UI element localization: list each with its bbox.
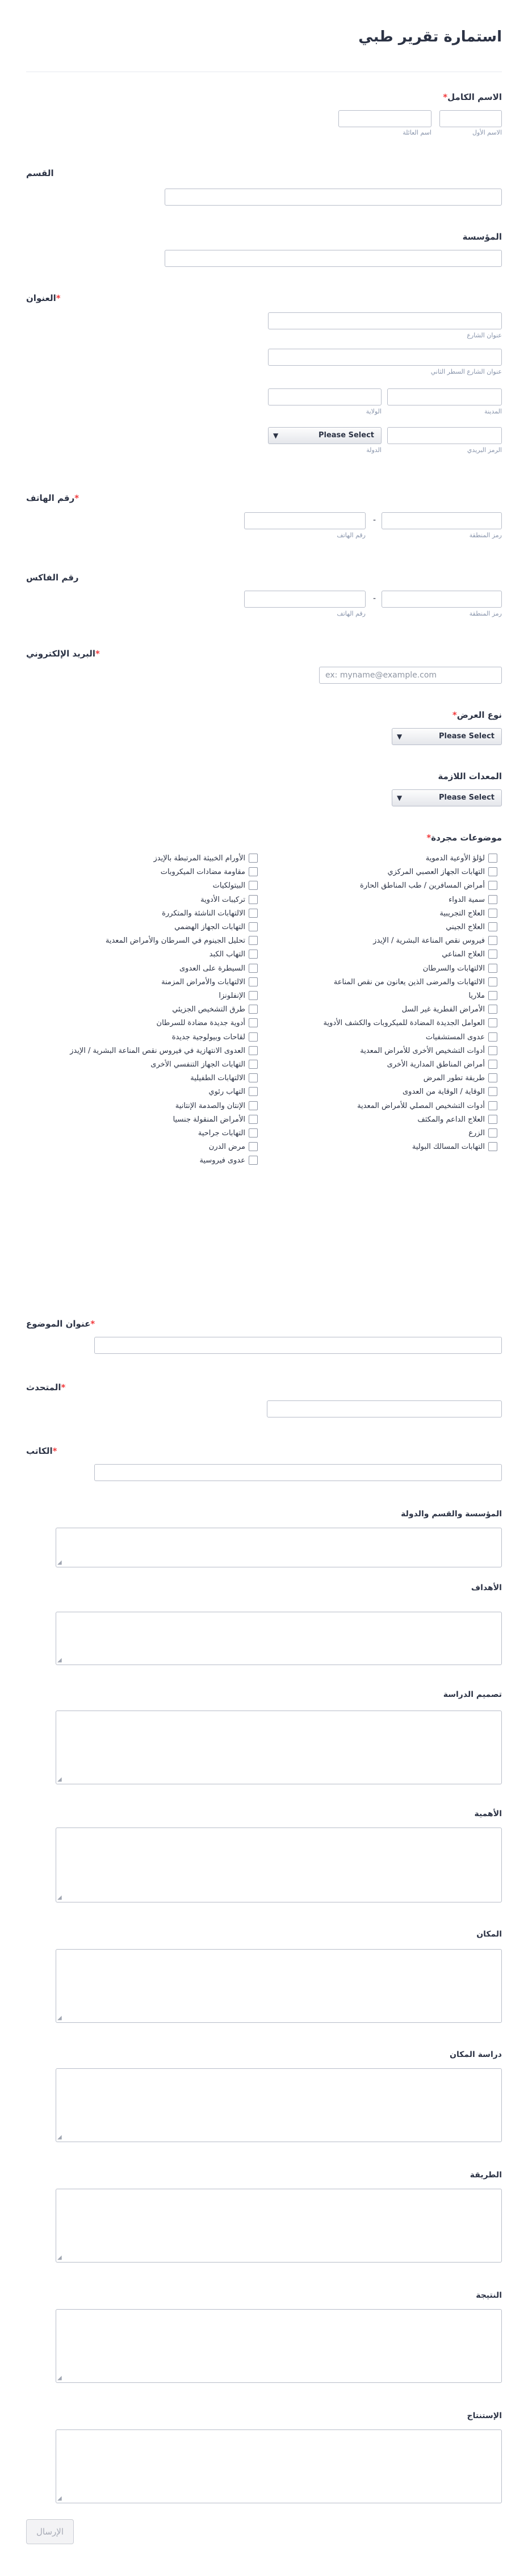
resize-grip-icon[interactable]: ◢ — [57, 2375, 62, 2381]
resize-grip-icon[interactable]: ◢ — [57, 2495, 62, 2502]
checkbox[interactable] — [249, 1060, 258, 1069]
state-input[interactable] — [268, 388, 382, 405]
checkbox[interactable] — [249, 977, 258, 986]
street-address-line2-sublabel: عنوان الشارع السطر الثاني — [430, 368, 502, 375]
email-input[interactable]: ex: myname@example.com — [319, 667, 502, 684]
checkbox[interactable] — [249, 991, 258, 1000]
phone-area-code-sublabel: رمز المنطقة — [469, 532, 502, 539]
street-address-line2-input[interactable] — [268, 349, 502, 366]
importance-textarea[interactable] — [56, 1828, 502, 1902]
checkbox-label: فيروس نقص المناعة البشرية / الإيدز — [373, 936, 485, 945]
topic-right-checkbox-item[interactable] — [403, 1085, 497, 1098]
checkbox-label: أمراض المسافرين / طب المناطق الحارة — [360, 881, 485, 890]
checkbox-label: التهاب رئوي — [208, 1087, 245, 1096]
submit-button[interactable]: الإرسال — [26, 2519, 74, 2544]
chevron-down-icon: ▼ — [397, 733, 403, 741]
topic-left-checkbox-item[interactable] — [200, 893, 258, 906]
resize-grip-icon[interactable]: ◢ — [57, 1776, 62, 1783]
textarea-label-3: الأهمية — [474, 1809, 502, 1818]
checkbox-label: لؤلؤ الأوعية الدموية — [425, 854, 485, 863]
equipment-select[interactable]: ▼ Please Select — [392, 789, 502, 806]
method-textarea[interactable] — [56, 2189, 502, 2263]
chevron-down-icon: ▼ — [273, 432, 279, 440]
topic-right-checkbox-item[interactable] — [423, 962, 497, 975]
checkbox-label: مقاومة مضادات الميكروبات — [160, 867, 245, 876]
topic-left-checkbox-item[interactable] — [209, 948, 258, 960]
topic-left-checkbox-item[interactable] — [70, 1044, 258, 1057]
checkbox-label: السيطرة على العدوى — [179, 964, 245, 973]
topic-left-checkbox-item[interactable] — [190, 1072, 258, 1084]
fax-area-code-input[interactable] — [382, 591, 502, 608]
checkbox-label: الأمراض الفطرية غير السل — [401, 1005, 485, 1014]
state-sublabel: الولاية — [366, 408, 382, 415]
checkbox[interactable] — [488, 1032, 497, 1042]
checkbox[interactable] — [488, 922, 497, 931]
topic-right-checkbox-item[interactable] — [424, 1072, 497, 1084]
topic-right-checkbox-item[interactable] — [402, 1003, 497, 1015]
topic-left-checkbox-item[interactable] — [213, 879, 258, 892]
checkbox-label: العلاج المناعي — [442, 950, 485, 959]
topic-right-checkbox-item[interactable] — [417, 1113, 497, 1126]
checkbox-label: أمراض المناطق المدارية الأخرى — [387, 1060, 485, 1069]
street-address-input[interactable] — [268, 312, 502, 329]
checkbox-label: التهابات الجهاز العصبي المركزي — [387, 867, 485, 876]
checkbox-label: التهابات جراحية — [198, 1128, 245, 1138]
checkbox-label: التهابات المسالك البولية — [412, 1142, 485, 1151]
checkbox[interactable] — [249, 1101, 258, 1110]
postal-code-sublabel: الرمز البريدي — [467, 446, 502, 454]
full-name-label: الاسم الكامل* — [443, 92, 502, 102]
checkbox[interactable] — [488, 1060, 497, 1069]
checkbox-label: العلاج التجريبية — [439, 909, 485, 918]
topic-right-checkbox-item[interactable] — [357, 1099, 497, 1112]
topic-right-checkbox-item[interactable] — [439, 907, 497, 919]
topic-right-checkbox-item[interactable] — [360, 879, 497, 892]
street-address-sublabel: عنوان الشارع — [467, 332, 502, 339]
city-sublabel: المدينة — [484, 408, 502, 415]
checkbox[interactable] — [249, 936, 258, 945]
checkbox-label: أدوية جديدة مضادة للسرطان — [156, 1018, 245, 1027]
topic-left-checkbox-item[interactable] — [161, 865, 258, 878]
topic-right-checkbox-item[interactable] — [442, 948, 497, 960]
checkbox-label: طرق التشخيص الجزيئي — [172, 1005, 245, 1014]
phone-label: *رقم الهاتف — [26, 493, 79, 503]
checkbox[interactable] — [488, 991, 497, 1000]
checkbox-label: التهابات الجهاز التنفسي الأخرى — [150, 1060, 245, 1069]
topic-left-checkbox-item[interactable] — [172, 1031, 258, 1043]
resize-grip-icon[interactable]: ◢ — [57, 2134, 62, 2140]
topic-left-checkbox-item[interactable] — [175, 1099, 258, 1112]
topic-right-checkbox-item[interactable] — [387, 865, 497, 878]
topic-right-checkbox-item[interactable] — [373, 934, 497, 947]
checkbox[interactable] — [249, 909, 258, 918]
phone-number-input[interactable] — [244, 512, 366, 529]
first-name-sublabel: الاسم الأول — [472, 129, 502, 136]
topic-left-checkbox-item[interactable] — [198, 1127, 258, 1139]
chevron-down-icon: ▼ — [397, 794, 403, 802]
checkbox[interactable] — [488, 1115, 497, 1124]
checkbox[interactable] — [249, 895, 258, 904]
topic-right-checkbox-item[interactable] — [360, 1044, 497, 1057]
checkbox[interactable] — [249, 1005, 258, 1014]
phone-area-code-input[interactable] — [382, 512, 502, 529]
checkbox-label: التهابات الجهاز الهضمي — [174, 922, 245, 931]
topic-left-checkbox-item[interactable] — [209, 1140, 258, 1153]
checkbox-label: الزرع — [468, 1128, 485, 1138]
checkbox-label: لقاحات وبيولوجية جديدة — [171, 1032, 245, 1042]
country-select[interactable]: ▼ Please Select — [268, 427, 382, 444]
topic-right-checkbox-item[interactable] — [334, 976, 497, 988]
checkbox[interactable] — [249, 964, 258, 973]
institution-input[interactable] — [165, 250, 502, 267]
country-sublabel: الدولة — [366, 446, 382, 454]
last-name-sublabel: اسم العائلة — [403, 129, 431, 136]
topic-left-checkbox-item[interactable] — [208, 1085, 258, 1098]
topic-right-checkbox-item[interactable] — [468, 989, 497, 1002]
institution-department-country-textarea[interactable] — [56, 1528, 502, 1567]
textarea-label-6: الطريقة — [470, 2171, 502, 2180]
author-label: *الكاتب — [26, 1446, 57, 1456]
textarea-label-0: المؤسسة والقسم والدولة — [401, 1509, 502, 1519]
presentation-type-select[interactable]: ▼ Please Select — [392, 728, 502, 745]
resize-grip-icon[interactable]: ◢ — [57, 1657, 62, 1663]
checkbox-label: العوامل الجديدة المضادة للميكروبات والكشف الأدوية — [323, 1018, 485, 1027]
topic-right-checkbox-item[interactable] — [426, 852, 497, 864]
city-input[interactable] — [387, 388, 502, 405]
checkbox[interactable] — [249, 881, 258, 890]
topic-left-checkbox-item[interactable] — [150, 1058, 258, 1070]
postal-code-input[interactable] — [387, 427, 502, 444]
checkbox-label: الأمراض المنقولة جنسيا — [173, 1115, 245, 1124]
resize-grip-icon[interactable]: ◢ — [57, 1559, 62, 1566]
checkbox-label: البيتولكيات — [212, 881, 245, 890]
setting-textarea[interactable] — [56, 1949, 502, 2023]
presentation-type-label: نوع العرض* — [452, 710, 502, 720]
checkbox[interactable] — [488, 895, 497, 904]
checkbox-label: العلاج الجيني — [446, 922, 485, 931]
fax-number-sublabel: رقم الهاتف — [337, 610, 366, 617]
topic-right-checkbox-item[interactable] — [426, 1031, 497, 1043]
checkbox[interactable] — [488, 1005, 497, 1014]
topic-left-checkbox-item[interactable] — [199, 1154, 258, 1166]
resize-grip-icon[interactable]: ◢ — [57, 2255, 62, 2261]
checkbox-label: الالتهابات والمرضى الذين يعانون من نقص المناعة — [333, 977, 485, 986]
checkbox-label: الالتهابات الناشئة والمتكررة — [162, 909, 245, 918]
topic-right-checkbox-item[interactable] — [446, 921, 497, 933]
checkbox-label: التهاب الكبد — [209, 950, 245, 959]
checkbox[interactable] — [488, 1101, 497, 1110]
checkbox-label: العدوى الانتهازية في فيروس نقص المناعة البشرية / الإيدز — [70, 1046, 245, 1055]
topic-right-checkbox-item[interactable] — [387, 1058, 497, 1070]
textarea-label-2: تصميم الدراسة — [443, 1690, 502, 1699]
checkbox-label: الالتهابات والأمراض المزمنة — [161, 977, 245, 986]
page-title: استمارة تقرير طبي — [358, 28, 502, 45]
abstract-title-label: *عنوان الموضوع — [26, 1319, 95, 1329]
checkbox[interactable] — [488, 1046, 497, 1055]
textarea-label-1: الأهداف — [471, 1583, 502, 1592]
checkbox[interactable] — [488, 1018, 497, 1027]
checkbox-label: مرض الدرن — [208, 1142, 245, 1151]
conclusion-textarea[interactable] — [56, 2429, 502, 2503]
checkbox[interactable] — [488, 867, 497, 876]
checkbox-label: أدوات التشخيص الأخرى للأمراض المعدية — [360, 1046, 485, 1055]
topic-left-checkbox-item[interactable] — [157, 1017, 258, 1029]
topic-left-checkbox-item[interactable] — [179, 962, 258, 975]
checkbox-label: الإنفلونزا — [219, 991, 245, 1000]
checkbox[interactable] — [249, 1018, 258, 1027]
fax-area-code-sublabel: رمز المنطقة — [469, 610, 502, 617]
checkbox[interactable] — [488, 854, 497, 863]
result-textarea[interactable] — [56, 2309, 502, 2383]
topic-left-checkbox-item[interactable] — [162, 907, 258, 919]
checkbox[interactable] — [249, 1046, 258, 1055]
checkbox-label: طريقة تطور المرض — [423, 1073, 485, 1082]
checkbox[interactable] — [488, 1142, 497, 1151]
phone-dash: - — [372, 516, 376, 525]
setting-study-textarea[interactable] — [56, 2068, 502, 2142]
checkbox-label: الالتهابات الطفيلية — [190, 1073, 245, 1082]
study-design-textarea[interactable] — [56, 1711, 502, 1784]
department-label: القسم — [26, 168, 54, 178]
checkbox[interactable] — [488, 1073, 497, 1082]
checkbox[interactable] — [249, 867, 258, 876]
resize-grip-icon[interactable]: ◢ — [57, 1895, 62, 1901]
topic-left-checkbox-item[interactable] — [161, 976, 258, 988]
checkbox[interactable] — [249, 1073, 258, 1082]
checkbox[interactable] — [249, 1087, 258, 1096]
topic-right-checkbox-item[interactable] — [468, 1127, 497, 1139]
fax-label: رقم الفاكس — [26, 572, 79, 583]
topic-left-checkbox-item[interactable] — [173, 1113, 258, 1126]
topic-left-checkbox-item[interactable] — [174, 921, 258, 933]
first-name-input[interactable] — [439, 110, 502, 127]
objectives-textarea[interactable] — [56, 1612, 502, 1665]
checkbox[interactable] — [249, 1142, 258, 1151]
checkbox[interactable] — [488, 964, 497, 973]
department-input[interactable] — [165, 189, 502, 206]
textarea-label-7: النتيجة — [476, 2291, 502, 2300]
checkbox-label: تركيبات الأدوية — [200, 895, 245, 904]
fax-dash: - — [372, 594, 376, 603]
checkbox[interactable] — [488, 1087, 497, 1096]
checkbox[interactable] — [249, 1032, 258, 1042]
checkbox-label: أدوات التشخيص المصلي للأمراض المعدية — [357, 1101, 485, 1110]
checkbox[interactable] — [249, 854, 258, 863]
author-input[interactable] — [94, 1464, 502, 1481]
topic-right-checkbox-item[interactable] — [449, 893, 497, 906]
email-label: *البريد الإلكتروني — [26, 649, 100, 659]
topic-left-checkbox-item[interactable] — [219, 989, 258, 1002]
resize-grip-icon[interactable]: ◢ — [57, 2015, 62, 2021]
address-label: *العنوان — [26, 293, 61, 303]
textarea-label-5: دراسة المكان — [450, 2050, 502, 2059]
institution-label: المؤسسة — [462, 232, 502, 242]
checkbox-label: عدوى فيروسية — [199, 1156, 245, 1165]
topic-left-checkbox-item[interactable] — [172, 1003, 258, 1015]
presenter-label: *المتحدث — [26, 1382, 66, 1392]
checkbox[interactable] — [249, 950, 258, 959]
checkbox[interactable] — [249, 922, 258, 931]
checkbox[interactable] — [488, 977, 497, 986]
checkbox-label: تحليل الجينوم في السرطان والأمراض المعدية — [105, 936, 245, 945]
last-name-input[interactable] — [338, 110, 431, 127]
fax-number-input[interactable] — [244, 591, 366, 608]
checkbox[interactable] — [249, 1156, 258, 1165]
checkbox[interactable] — [488, 881, 497, 890]
checkbox[interactable] — [488, 909, 497, 918]
checkbox[interactable] — [249, 1115, 258, 1124]
checkbox-label: العلاج الداعم والمكثف — [417, 1115, 485, 1124]
checkbox-label: سمية الدواء — [449, 895, 485, 904]
equipment-label: المعدات اللازمة — [438, 771, 502, 781]
topic-left-checkbox-item[interactable] — [154, 852, 258, 864]
textarea-label-8: الإستنتاج — [467, 2411, 502, 2420]
checkbox-label: عدوى المستشفيات — [425, 1032, 485, 1042]
textarea-label-4: المكان — [476, 1930, 502, 1939]
checkbox[interactable] — [488, 950, 497, 959]
checkbox-label: الوقاية / الوقاية من العدوى — [403, 1087, 485, 1096]
topic-right-checkbox-item[interactable] — [323, 1017, 497, 1029]
abstract-title-input[interactable] — [94, 1337, 502, 1354]
checkbox-label: الالتهابات والسرطان — [422, 964, 485, 973]
presenter-input[interactable] — [267, 1400, 502, 1417]
checkbox[interactable] — [249, 1128, 258, 1138]
checkbox-label: الأورام الخبيثة المرتبطة بالإيدز — [153, 854, 245, 863]
checkbox-label: الإنتان والصدمة الإنتانية — [175, 1101, 245, 1110]
phone-number-sublabel: رقم الهاتف — [337, 532, 366, 539]
topic-right-checkbox-item[interactable] — [412, 1140, 497, 1153]
abstract-topics-label: موضوعات مجردة* — [426, 833, 502, 843]
topic-left-checkbox-item[interactable] — [106, 934, 258, 947]
checkbox[interactable] — [488, 1128, 497, 1138]
form-header — [26, 17, 502, 72]
checkbox-label: ملاريا — [468, 991, 485, 1000]
checkbox[interactable] — [488, 936, 497, 945]
